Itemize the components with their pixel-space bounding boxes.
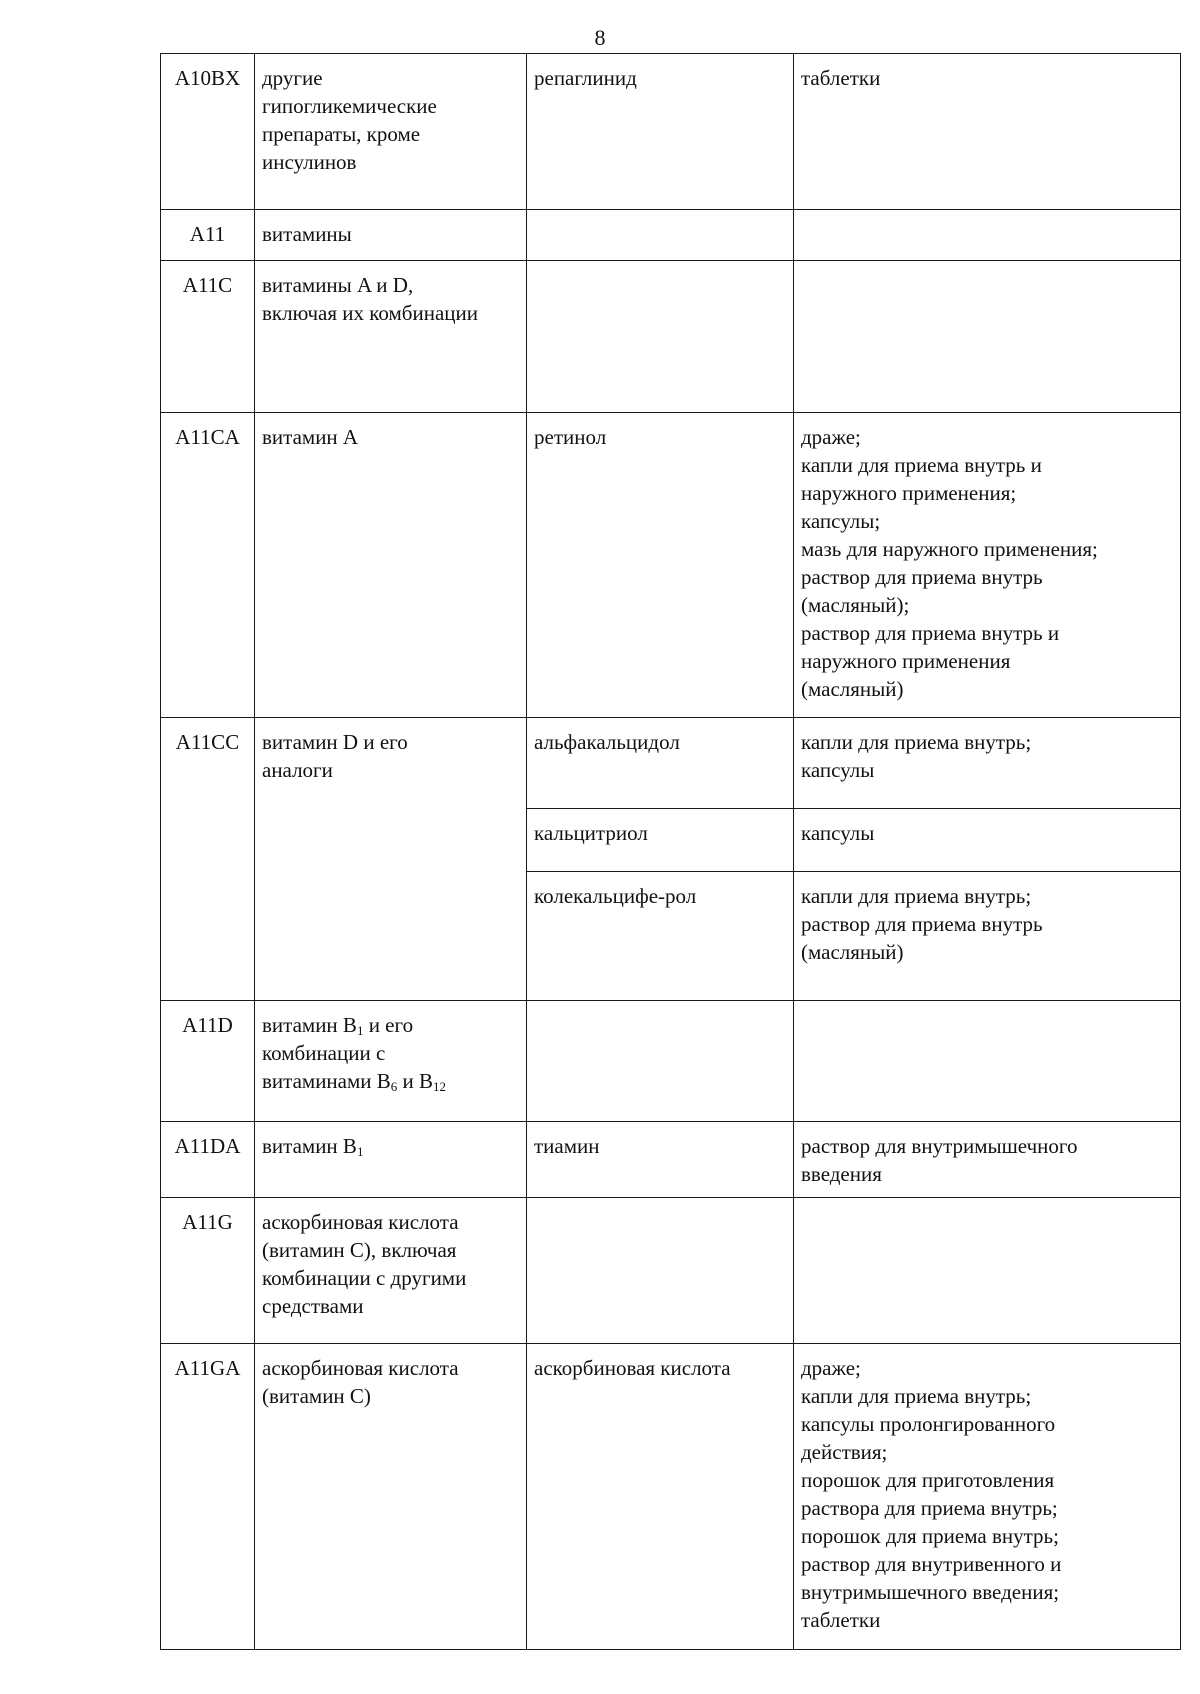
dosage-form-line: драже; [801,425,861,449]
drug-cell: аскорбиновая кислота [527,1344,794,1650]
dosage-form-line: (масляный); [801,593,910,617]
dosage-form-line: внутримышечного введения; [801,1580,1060,1604]
drug-cell: кальцитриол [527,809,794,872]
dosage-form-line: действия; [801,1440,888,1464]
dosage-form-line: капсулы [801,758,875,782]
drug-cell [527,210,794,261]
group-cell [255,54,527,210]
table-row [161,1122,1181,1198]
dosage-forms-cell [794,718,1181,809]
group-cell [255,1122,527,1198]
dosage-form-line: раствора для приема внутрь; [801,1496,1058,1520]
drug-cell: ретинол [527,413,794,718]
group-cell [255,1198,527,1344]
dosage-form-line: таблетки [801,66,881,90]
dosage-form-line: раствор для приема внутрь [801,912,1043,936]
group-cell [255,210,527,261]
table-row [161,1001,1181,1122]
dosage-form-line: капсулы [801,821,875,845]
dosage-form-line: капли для приема внутрь и [801,453,1042,477]
group-line: аскорбиновая кислота [262,1210,459,1234]
dosage-forms-cell [794,872,1181,1001]
group-line: комбинации с другими [262,1266,467,1290]
table-row [161,1198,1181,1344]
drug-cell [527,1001,794,1122]
group-line: (витамин C) [262,1384,371,1408]
table-row [161,54,1181,210]
group-line: другие [262,66,323,90]
group-line: витамин D и его [262,730,408,754]
subscript: 1 [356,1023,364,1038]
atc-code-cell: A11CA [161,413,255,718]
table-row [161,413,1181,718]
drug-cell [527,261,794,413]
group-line: аскорбиновая кислота [262,1356,459,1380]
group-line: витамины A и D, [262,273,414,297]
drug-cell: колекальцифе-рол [527,872,794,1001]
group-line: препараты, кроме [262,122,421,146]
dosage-forms-cell [794,1001,1181,1122]
dosage-form-line: капсулы; [801,509,881,533]
drug-cell: альфакальцидол [527,718,794,809]
dosage-form-line: (масляный) [801,677,904,701]
drug-cell: тиамин [527,1122,794,1198]
group-line: гипогликемические [262,94,437,118]
dosage-form-line: капли для приема внутрь; [801,730,1032,754]
dosage-forms-cell [794,261,1181,413]
dosage-form-line: таблетки [801,1608,881,1632]
group-cell [255,718,527,1001]
group-text: витамин B [262,1013,357,1037]
group-text: и его [363,1013,414,1037]
atc-code-cell: A11G [161,1198,255,1344]
atc-code-cell: A11GA [161,1344,255,1650]
group-line [262,1132,519,1160]
dosage-forms-cell [794,54,1181,210]
group-cell [255,413,527,718]
dosage-form-line: мазь для наружного применения; [801,537,1098,561]
dosage-form-line: наружного применения [801,649,1011,673]
dosage-forms-cell [794,1344,1181,1650]
group-line: включая их комбинации [262,301,478,325]
table-row [161,718,1181,809]
dosage-forms-cell [794,413,1181,718]
group-line: аналоги [262,758,333,782]
atc-code-cell: A11CC [161,718,255,1001]
dosage-form-line: порошок для приема внутрь; [801,1524,1059,1548]
dosage-form-line: капли для приема внутрь; [801,884,1032,908]
group-line: витамины [262,222,352,246]
subscript: 12 [433,1079,447,1094]
dosage-form-line: раствор для приема внутрь [801,565,1043,589]
group-line: витамин A [262,425,359,449]
page-number: 8 [594,25,606,50]
drug-cell [527,1198,794,1344]
dosage-form-line: капсулы пролонгированного [801,1412,1056,1436]
group-cell [255,1001,527,1122]
group-text: и B [397,1069,434,1093]
subscript: 6 [390,1079,398,1094]
table-row [161,261,1181,413]
dosage-forms-cell [794,1122,1181,1198]
group-cell [255,1344,527,1650]
group-text: витамин B [262,1134,357,1158]
dosage-form-line: порошок для приготовления [801,1468,1055,1492]
dosage-form-line: наружного применения; [801,481,1017,505]
group-line [262,1067,519,1095]
dosage-form-line: капли для приема внутрь; [801,1384,1032,1408]
dosage-form-line: раствор для приема внутрь и [801,621,1060,645]
table-row [161,210,1181,261]
dosage-form-line: раствор для внутривенного и [801,1552,1062,1576]
group-line: средствами [262,1294,364,1318]
dosage-form-line: (масляный) [801,940,904,964]
table-row [161,1344,1181,1650]
group-line: инсулинов [262,150,357,174]
group-line: (витамин C), включая [262,1238,457,1262]
atc-code-cell: A11DA [161,1122,255,1198]
dosage-forms-cell [794,1198,1181,1344]
dosage-forms-cell [794,210,1181,261]
atc-code-cell: A10BX [161,54,255,210]
atc-code-cell: A11 [161,210,255,261]
dosage-form-line: введения [801,1162,882,1186]
atc-code-cell: A11D [161,1001,255,1122]
subscript: 1 [356,1144,364,1159]
drug-cell: репаглинид [527,54,794,210]
dosage-form-line: раствор для внутримышечного [801,1134,1078,1158]
group-cell [255,261,527,413]
group-line [262,1011,519,1039]
dosage-forms-cell [794,809,1181,872]
dosage-form-line: драже; [801,1356,861,1380]
group-text: витаминами B [262,1069,391,1093]
drug-table [160,53,1181,1650]
atc-code-cell: A11C [161,261,255,413]
group-line: комбинации с [262,1041,386,1065]
